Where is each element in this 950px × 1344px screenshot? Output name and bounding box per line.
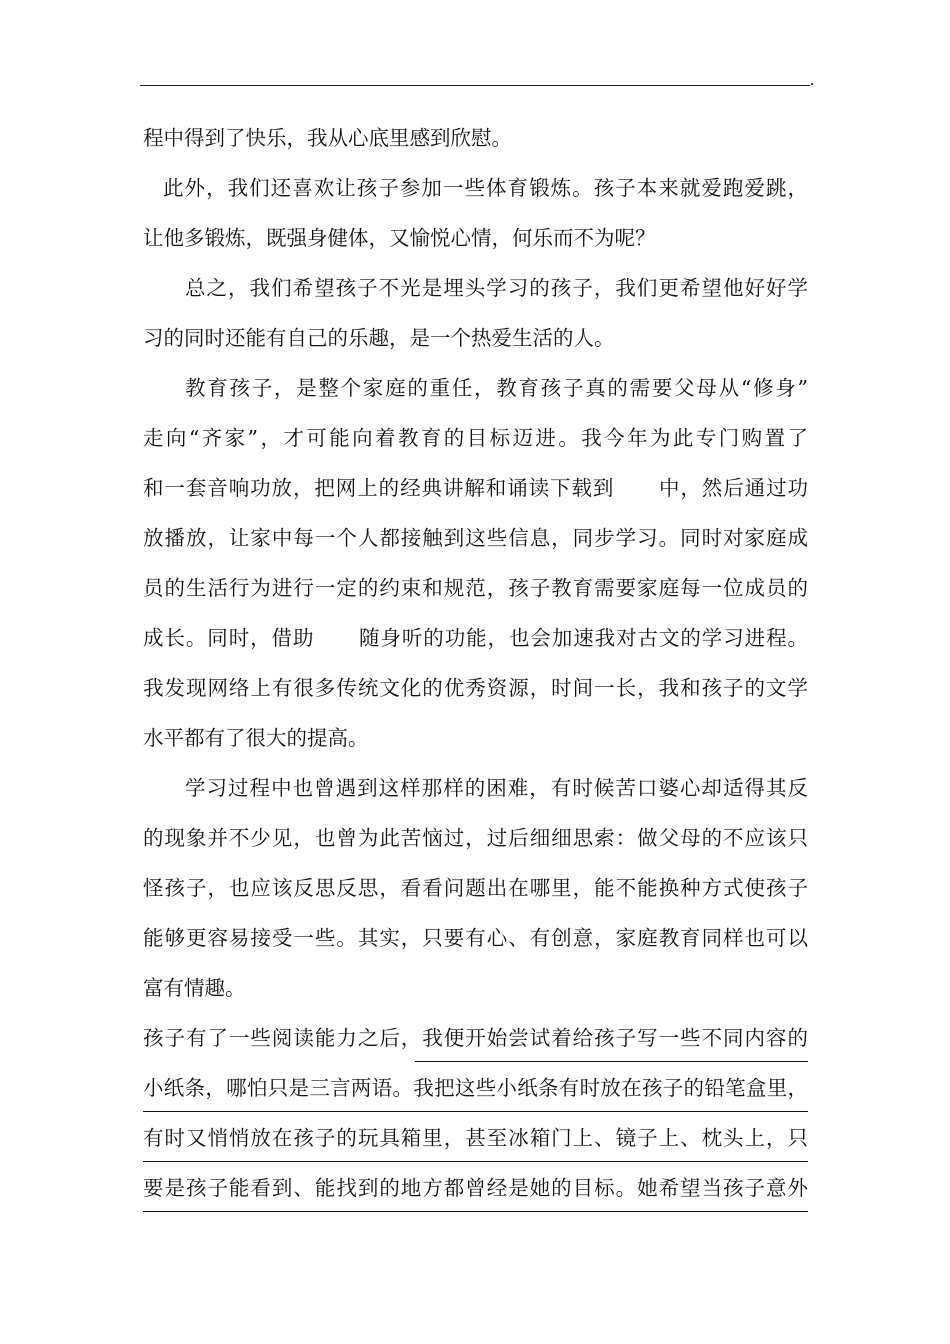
text-line: 富有情趣。 (143, 976, 246, 1000)
text-line: 放播放，让家中每一个人都接触到这些信息，同步学习。同时对家庭成 (143, 526, 808, 550)
text-line: 走向“齐家”，才可能向着教育的目标迈进。我今年为此专门购置了 (143, 426, 808, 450)
underlined-line: 有时又悄悄放在孩子的玩具箱里，甚至冰箱门上、镜子上、枕头上，只 (143, 1113, 808, 1163)
paragraph-start: 此外，我们还喜欢让孩子参加一些体育锻炼。孩子本来就爱跑爱跳， (163, 176, 808, 200)
underlined-line: 小纸条，哪怕只是三言两语。我把这些小纸条有时放在孩子的铅笔盒里， (143, 1063, 808, 1113)
header-mark (811, 83, 813, 85)
text-line: 习的同时还能有自己的乐趣，是一个热爱生活的人。 (143, 326, 615, 350)
text-line: 的现象并不少见，也曾为此苦恼过，过后细细思索：做父母的不应该只 (143, 826, 808, 850)
text-line: 成长。同时，借助 随身听的功能，也会加速我对古文的学习进程。 (143, 626, 808, 650)
paragraph-start: 教育孩子，是整个家庭的重任，教育孩子真的需要父母从“修身” (185, 376, 808, 400)
text-line: 怪孩子，也应该反思反思，看看问题出在哪里，能不能换种方式使孩子 (143, 876, 808, 900)
paragraph-start: 总之，我们希望孩子不光是埋头学习的孩子，我们更希望他好好学 (185, 276, 808, 300)
document-body (143, 113, 808, 1213)
text-line: 我发现网络上有很多传统文化的优秀资源，时间一长，我和孩子的文学 (143, 676, 808, 700)
text-line: 水平都有了很大的提高。 (143, 726, 369, 750)
text-line: 让他多锻炼，既强身健体，又愉悦心情，何乐而不为呢？ (143, 226, 656, 250)
text-line: 员的生活行为进行一定的约束和规范，孩子教育需要家庭每一位成员的 (143, 576, 808, 600)
header-rule (140, 85, 810, 86)
text-line: 能够更容易接受一些。其实，只要有心、有创意，家庭教育同样也可以 (143, 926, 808, 950)
text-line: 和一套音响功放，把网上的经典讲解和诵读下载到 中，然后通过功 (143, 476, 808, 500)
underlined-line: 要是孩子能看到、能找到的地方都曾经是她的目标。她希望当孩子意外 (143, 1163, 808, 1213)
paragraph-start: 学习过程中也曾遇到这样那样的困难，有时候苦口婆心却适得其反 (185, 776, 808, 800)
underlined-line: 孩子有了一些阅读能力之后，我便开始尝试着给孩子写一些不同内容的 (143, 1013, 808, 1063)
text-line: 程中得到了快乐，我从心底里感到欣慰。 (143, 126, 512, 150)
